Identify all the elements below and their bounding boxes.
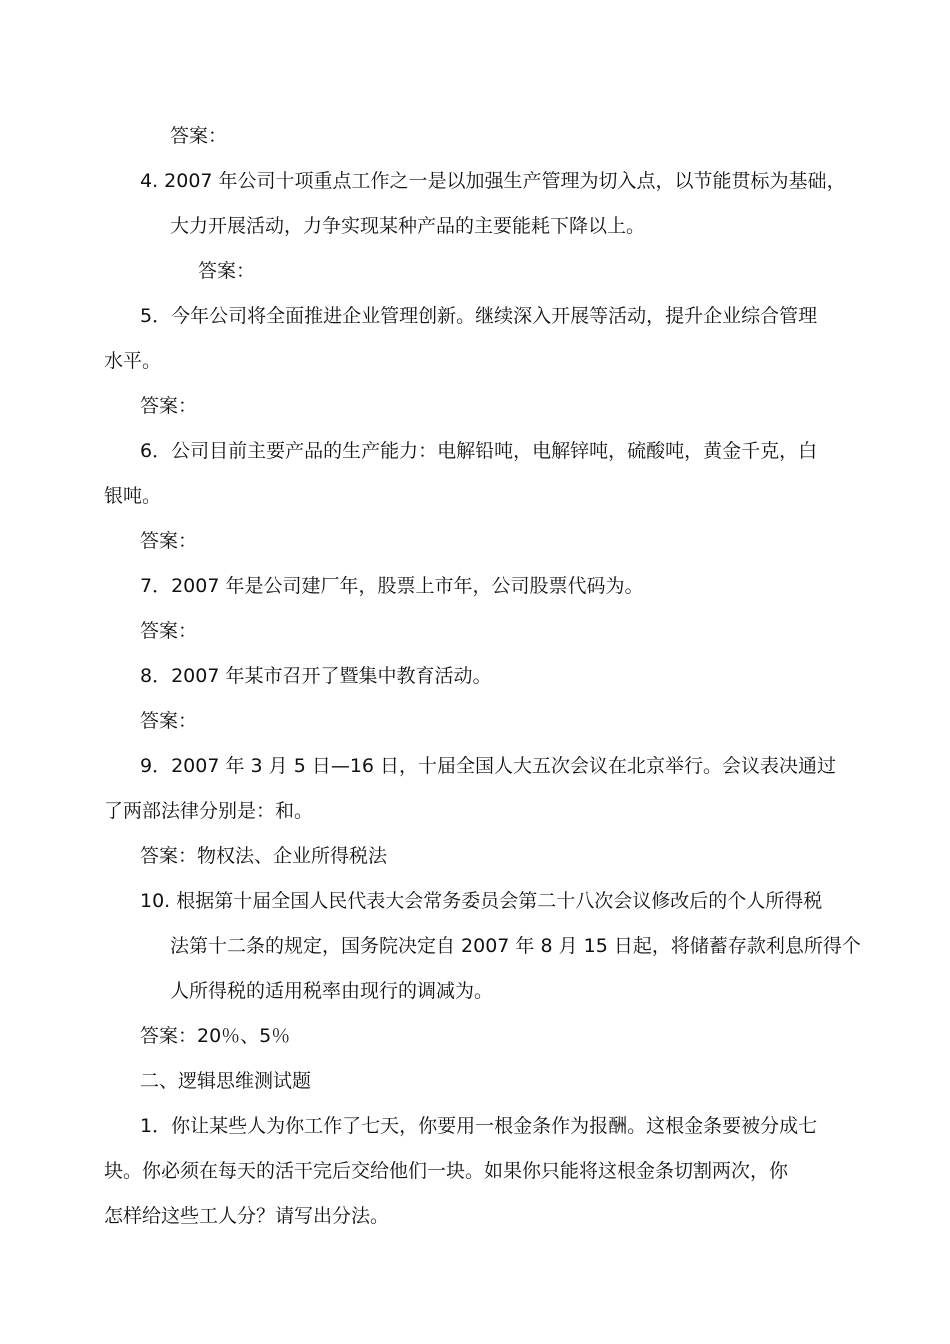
- logic-question-1-line-3: 怎样给这些工人分？请写出分法。: [104, 1205, 390, 1227]
- answer-label: 答案：: [140, 710, 198, 732]
- question-5-line-1: 5．今年公司将全面推进企业管理创新。继续深入开展等活动，提升企业综合管理: [140, 305, 818, 327]
- question-10-line-2: 法第十二条的规定，国务院决定自 2007 年 8 月 15 日起，将储蓄存款利息所得个: [170, 935, 861, 957]
- question-6-line-2: 银吨。: [104, 485, 162, 507]
- logic-question-1-line-1: 1．你让某些人为你工作了七天，你要用一根金条作为报酬。这根金条要被分成七: [140, 1115, 818, 1137]
- answer-9: 答案：物权法、企业所得税法: [140, 845, 388, 867]
- question-4-line-2: 大力开展活动，力争实现某种产品的主要能耗下降以上。: [170, 215, 646, 237]
- answer-label: 答案：: [170, 125, 228, 147]
- logic-question-1-line-2: 块。你必须在每天的活干完后交给他们一块。如果你只能将这根金条切割两次，你: [104, 1160, 789, 1182]
- answer-label: 答案：: [198, 260, 256, 282]
- answer-10: 答案：20％、5％: [140, 1025, 291, 1047]
- question-10-line-3: 人所得税的适用税率由现行的调减为。: [170, 980, 494, 1002]
- question-6-line-1: 6．公司目前主要产品的生产能力：电解铅吨，电解锌吨，硫酸吨，黄金千克，白: [140, 440, 818, 462]
- question-9-line-1: 9．2007 年 3 月 5 日—16 日，十届全国人大五次会议在北京举行。会议表决通过: [140, 755, 837, 777]
- question-10-line-1: 10. 根据第十届全国人民代表大会常务委员会第二十八次会议修改后的个人所得税: [140, 890, 823, 912]
- answer-label: 答案：: [140, 620, 198, 642]
- question-8: 8．2007 年某市召开了暨集中教育活动。: [140, 665, 492, 687]
- question-4-line-1: 4. 2007 年公司十项重点工作之一是以加强生产管理为切入点，以节能贯标为基础，: [140, 170, 846, 192]
- question-9-line-2: 了两部法律分别是：和。: [104, 800, 314, 822]
- question-5-line-2: 水平。: [104, 350, 162, 372]
- answer-label: 答案：: [140, 395, 198, 417]
- section-heading: 二、逻辑思维测试题: [140, 1070, 312, 1092]
- answer-label: 答案：: [140, 530, 198, 552]
- question-7: 7．2007 年是公司建厂年，股票上市年，公司股票代码为。: [140, 575, 644, 597]
